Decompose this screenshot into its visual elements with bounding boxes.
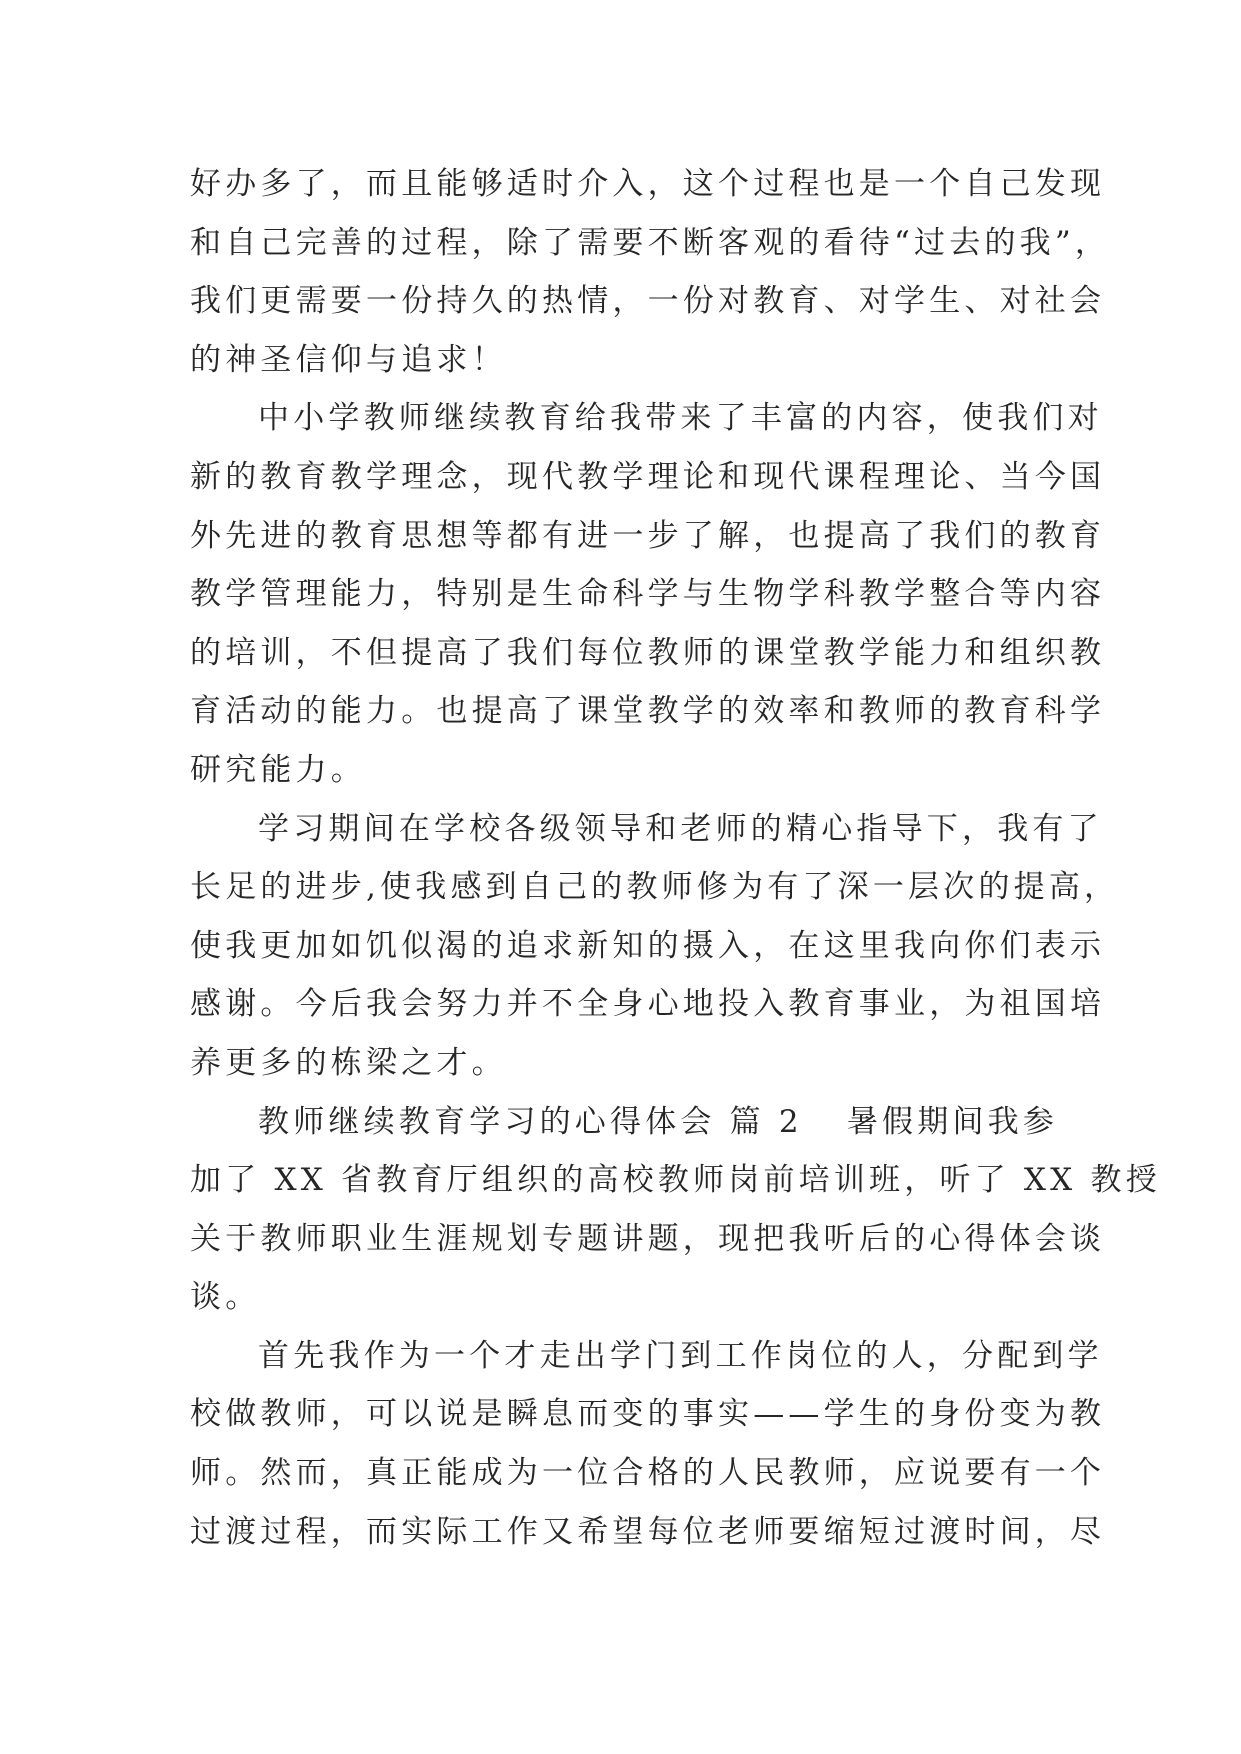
text-line: 校做教师，可以说是瞬息而变的事实——学生的身份变为教 xyxy=(190,1396,1106,1433)
document-body xyxy=(190,155,1161,1561)
paragraph-start-line: 首先我作为一个才走出学门到工作岗位的人，分配到学 xyxy=(258,1337,1103,1374)
text-line: 的培训，不但提高了我们每位教师的课堂教学能力和组织教 xyxy=(190,634,1106,671)
section-heading: 教师继续教育学习的心得体会 篇 2 xyxy=(258,1103,803,1140)
text-line: 养更多的栋梁之才。 xyxy=(190,1044,507,1081)
text-line: 新的教育教学理念，现代教学理论和现代课程理论、当今国 xyxy=(190,458,1106,495)
text-line: 好办多了，而且能够适时介入，这个过程也是一个自己发现 xyxy=(190,166,1106,202)
section-heading-line xyxy=(190,1093,1059,1152)
text-line: 感谢。今后我会努力并不全身心地投入教育事业，为祖国培 xyxy=(190,986,1106,1023)
paragraph-start-line: 中小学教师继续教育给我带来了丰富的内容，使我们对 xyxy=(258,400,1103,437)
text-line: 外先进的教育思想等都有进一步了解，也提高了我们的教育 xyxy=(190,517,1106,554)
paragraph-start-text: 暑假期间我参 xyxy=(846,1103,1059,1140)
text-line: 育活动的能力。也提高了课堂教学的效率和教师的教育科学 xyxy=(190,693,1106,730)
paragraph-start-line: 学习期间在学校各级领导和老师的精心指导下，我有了 xyxy=(258,810,1103,847)
text-line: 的神圣信仰与追求！ xyxy=(190,341,507,378)
text-line: 师。然而，真正能成为一位合格的人民教师，应说要有一个 xyxy=(190,1455,1106,1492)
text-line: 研究能力。 xyxy=(190,751,366,788)
text-line: 关于教师职业生涯规划专题讲题，现把我听后的心得体会谈 xyxy=(190,1220,1106,1257)
text-line: 谈。 xyxy=(190,1279,261,1316)
text-line: 和自己完善的过程，除了需要不断客观的看待“过去的我”， xyxy=(190,224,1111,261)
text-line: 加了 XX 省教育厅组织的高校教师岗前培训班，听了 XX 教授 xyxy=(190,1162,1161,1199)
text-line: 我们更需要一份持久的热情，一份对教育、对学生、对社会 xyxy=(190,283,1106,320)
text-line: 使我更加如饥似渴的追求新知的摄入，在这里我向你们表示 xyxy=(190,927,1106,964)
text-line: 长足的进步,使我感到自己的教师修为有了深一层次的提高， xyxy=(190,869,1120,906)
text-line: 过渡过程，而实际工作又希望每位老师要缩短过渡时间，尽 xyxy=(190,1513,1106,1550)
text-line: 教学管理能力，特别是生命科学与生物学科教学整合等内容 xyxy=(190,576,1106,613)
